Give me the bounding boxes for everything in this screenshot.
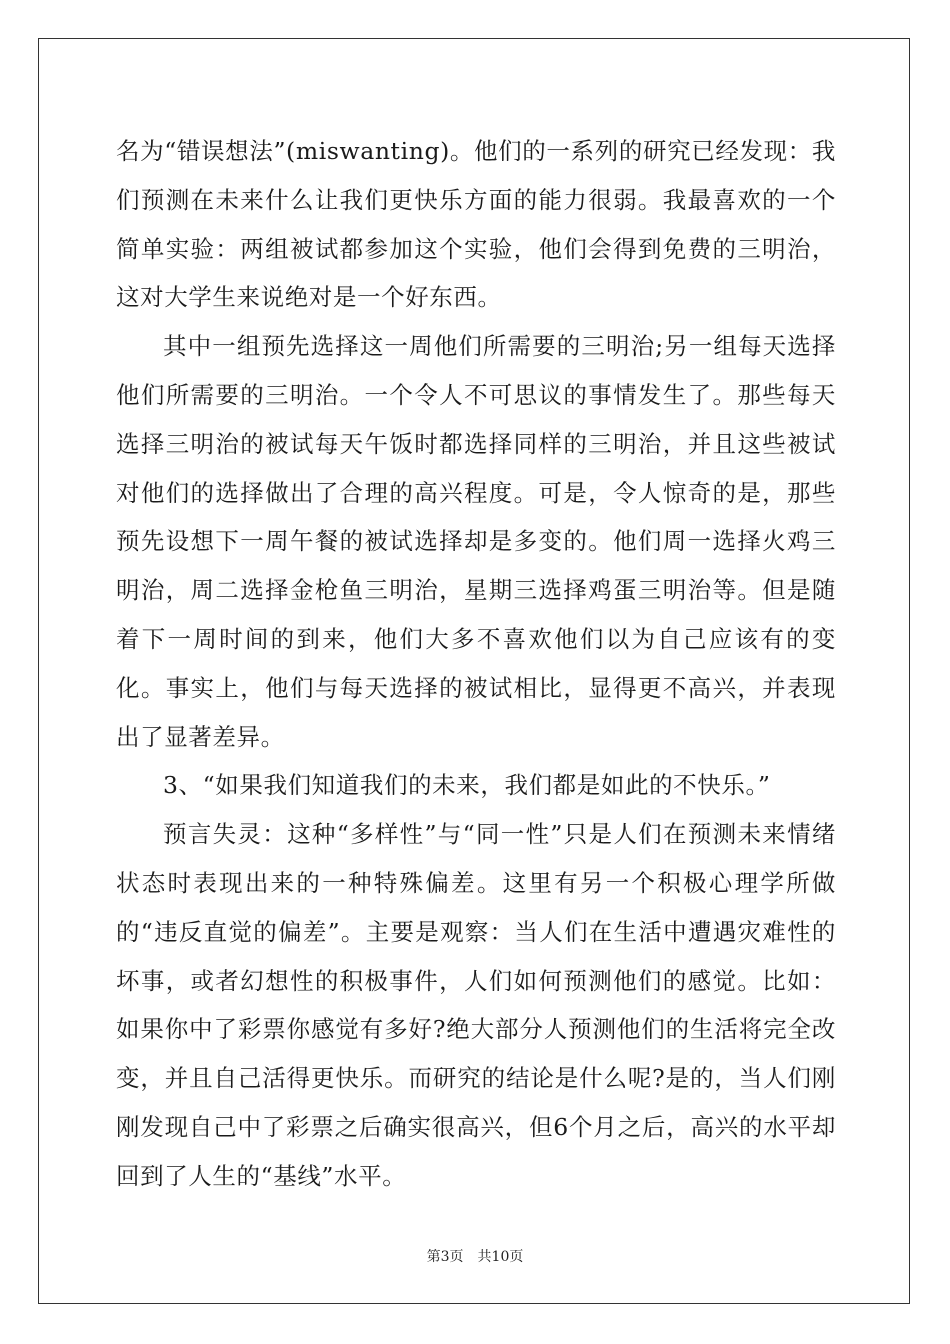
total-pages-label: 共10页 xyxy=(477,1249,524,1265)
paragraph-1: 名为“错误想法”(miswanting)。他们的一系列的研究已经发现：我们预测在未来什么让我们更快乐方面的能力很弱。我最喜欢的一个简单实验：两组被试都参加这个实验，他们会得到免费的三明治，这对大学生来说绝对是一个好东西。 xyxy=(116,137,836,312)
paragraph-4: 预言失灵：这种“多样性”与“同一性”只是人们在预测未来情绪状态时表现出来的一种特殊偏差。这里有另一个积极心理学所做的“违反直觉的偏差”。主要是观察：当人们在生活中遭遇灾难性的坏事，或者幻想性的积极事件，人们如何预测他们的感觉。比如：如果你中了彩票你感觉有多好?绝大部分人预测他们的生活将完全改变，并且自己活得更快乐。而研究的结论是什么呢?是的，当人们刚刚发现自己中了彩票之后确实很高兴，但6个月之后，高兴的水平却回到了人生的“基线”水平。 xyxy=(116,820,836,1190)
page-footer xyxy=(0,1246,950,1266)
paragraph-3-heading: 3、“如果我们知道我们的未来，我们都是如此的不快乐。” xyxy=(163,771,771,800)
document-body xyxy=(116,127,836,1201)
current-page-label: 第3页 xyxy=(426,1249,464,1265)
paragraph-2: 其中一组预先选择这一周他们所需要的三明治;另一组每天选择他们所需要的三明治。一个令人不可思议的事情发生了。那些每天选择三明治的被试每天午饭时都选择同样的三明治，并且这些被试对他们的选择做出了合理的高兴程度。可是，令人惊奇的是，那些预先设想下一周午餐的被试选择却是多变的。他们周一选择火鸡三明治，周二选择金枪鱼三明治，星期三选择鸡蛋三明治等。但是随着下一周时间的到来，他们大多不喜欢他们以为自己应该有的变化。事实上，他们与每天选择的被试相比，显得更不高兴，并表现出了显著差异。 xyxy=(116,332,836,751)
